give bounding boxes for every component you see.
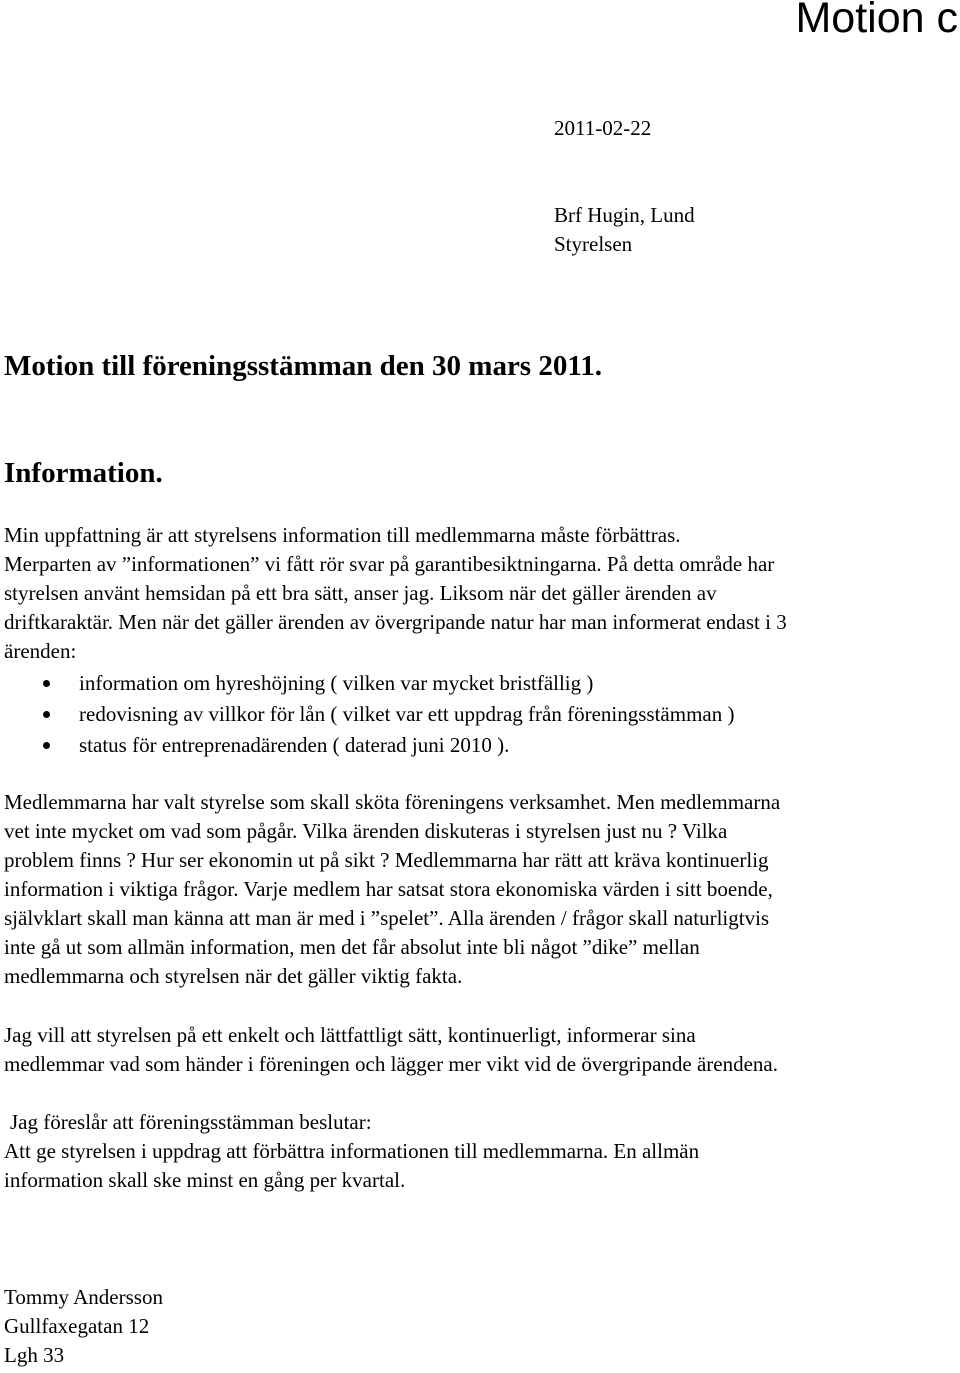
text-line: medlemmar vad som händer i föreningen och lägger mer vikt vid de övergripande ärendena.	[4, 1052, 778, 1076]
list-item-text: information om hyreshöjning ( vilken var mycket bristfällig )	[79, 671, 594, 695]
proposal-paragraph	[4, 1137, 699, 1195]
text-line: Merparten av ”informationen” vi fått rör svar på garantibesiktningarna. På detta område har	[4, 552, 775, 576]
list-item	[0, 668, 734, 699]
text-line: Att ge styrelsen i uppdrag att förbättra informationen till medlemmarna. En allmän	[4, 1139, 700, 1163]
document-date: 2011-02-22	[554, 116, 652, 140]
text-line: driftkaraktär. Men när det gäller ärenden av övergripande natur har man informerat endast i 3	[4, 610, 787, 634]
paragraph-request	[4, 1021, 778, 1079]
text-line: Min uppfattning är att styrelsens information till medlemmarna måste förbättras.	[4, 523, 681, 547]
proposal-lead: Jag föreslår att föreningsstämman beslutar:	[10, 1110, 372, 1134]
header-title: Motion c	[795, 0, 958, 42]
recipient-address	[554, 201, 695, 259]
bullet-icon	[43, 742, 50, 749]
text-line: information i viktiga frågor. Varje medlem har satsat stora ekonomiska värden i sitt boende,	[4, 877, 773, 901]
recipient-line: Brf Hugin, Lund	[554, 203, 695, 227]
text-line: inte gå ut som allmän information, men det får absolut inte bli något ”dike” mellan	[4, 935, 700, 959]
intro-paragraph	[4, 521, 787, 666]
bullet-list	[0, 668, 734, 761]
text-line: självklart skall man känna att man är med i ”spelet”. Alla ärenden / frågor skall naturligtvis	[4, 906, 770, 930]
paragraph-members	[4, 788, 780, 991]
signature-name: Tommy Andersson	[4, 1285, 163, 1309]
list-item	[0, 730, 734, 761]
list-item-text: status för entreprenadärenden ( daterad juni 2010 ).	[79, 733, 510, 757]
signature-apartment: Lgh 33	[4, 1343, 65, 1367]
text-line: Jag vill att styrelsen på ett enkelt och lättfattligt sätt, kontinuerligt, informerar sina	[4, 1023, 696, 1047]
text-line: information skall ske minst en gång per kvartal.	[4, 1168, 406, 1192]
section-title: Information.	[4, 457, 163, 489]
recipient-line: Styrelsen	[554, 232, 633, 256]
text-line: Medlemmarna har valt styrelse som skall sköta föreningens verksamhet. Men medlemmarna	[4, 790, 781, 814]
list-item	[0, 699, 734, 730]
text-line: ärenden:	[4, 639, 77, 663]
bullet-icon	[43, 711, 50, 718]
signature-street: Gullfaxegatan 12	[4, 1314, 150, 1338]
signature-block	[4, 1283, 163, 1370]
bullet-icon	[43, 680, 50, 687]
text-line: problem finns ? Hur ser ekonomin ut på sikt ? Medlemmarna har rätt att kräva kontinuerlig	[4, 848, 769, 872]
document-title: Motion till föreningsstämman den 30 mars 2011.	[4, 350, 602, 382]
text-line: vet inte mycket om vad som pågår. Vilka ärenden diskuteras i styrelsen just nu ? Vilka	[4, 819, 728, 843]
list-item-text: redovisning av villkor för lån ( vilket var ett uppdrag från föreningsstämman )	[79, 702, 735, 726]
text-line: styrelsen använt hemsidan på ett bra sätt, anser jag. Liksom när det gäller ärenden av	[4, 581, 717, 605]
text-line: medlemmarna och styrelsen när det gäller viktig fakta.	[4, 964, 463, 988]
